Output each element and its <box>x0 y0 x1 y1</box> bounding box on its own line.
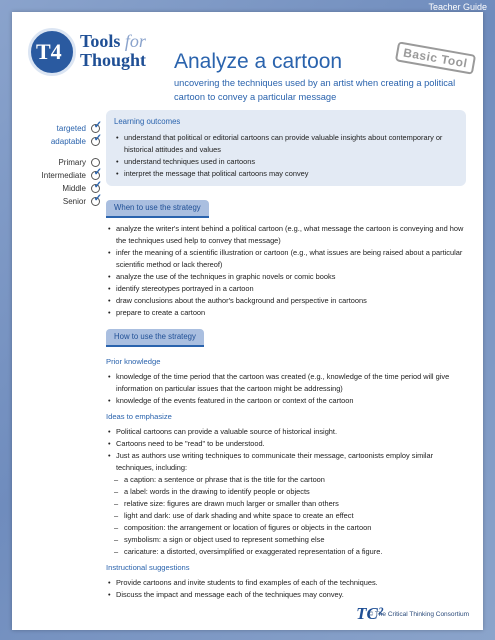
attribute-label: Intermediate <box>41 171 86 180</box>
techniques-list <box>106 474 466 558</box>
checkmark-icon: ✓ <box>93 133 102 144</box>
when-item: • infer the meaning of a scientific illustration or cartoon (e.g., what issues are being raised about a particular scientific method or lack thereof) <box>106 247 466 271</box>
instructional-item: • Discuss the impact and message each of the techniques may convey. <box>106 589 466 601</box>
attribute-row <box>12 169 102 182</box>
instructional-item: • Provide cartoons and invite students to find examples of each of the techniques. <box>106 577 466 589</box>
attribute-row <box>12 122 102 135</box>
when-section <box>106 200 466 319</box>
attribute-label: Senior <box>62 197 86 206</box>
teacher-guide-label: Teacher Guide <box>428 2 487 12</box>
technique-item: – a caption: a sentence or phrase that is the title for the cartoon <box>106 474 466 486</box>
attributes-spacer <box>12 148 102 156</box>
attribute-row <box>12 135 102 148</box>
attribute-label: Primary <box>58 158 86 167</box>
logo-word-for: for <box>124 31 146 51</box>
attribute-label: adaptable <box>50 137 86 146</box>
attribute-row <box>12 195 102 208</box>
prior-knowledge-heading: Prior knowledge <box>106 357 161 366</box>
checkmark-icon: ✓ <box>93 193 102 204</box>
technique-item: – composition: the arrangement or location of figures or objects in the cartoon <box>106 522 466 534</box>
logo-word-thought: Thought <box>80 50 147 70</box>
attribute-row <box>12 182 102 195</box>
document-page <box>12 12 483 630</box>
prior-knowledge-item: • knowledge of the events featured in the cartoon or context of the cartoon <box>106 395 466 407</box>
learning-outcomes-box <box>106 110 466 186</box>
footer-copyright: © The Critical Thinking Consortium <box>368 611 469 618</box>
ideas-heading: Ideas to emphasize <box>106 412 172 421</box>
checkmark-icon: ✓ <box>93 167 102 178</box>
learning-outcome-item: • understand that political or editorial cartoons can provide valuable insights about contemporary or historical attitudes and values <box>114 132 458 156</box>
when-item: • draw conclusions about the author's background and perspective in cartoons <box>106 295 466 307</box>
tools-for-thought-logo <box>28 28 147 80</box>
instructional-heading: Instructional suggestions <box>106 563 190 572</box>
how-section <box>106 329 466 601</box>
checkmark-icon: ✓ <box>93 180 102 191</box>
idea-item: • Just as authors use writing techniques to communicate their message, cartoonists employ similar techniques, including: <box>106 450 466 474</box>
when-tab: When to use the strategy <box>106 200 209 218</box>
idea-item: • Cartoons need to be "read" to be understood. <box>106 438 466 450</box>
attribute-row <box>12 156 102 169</box>
how-tab: How to use the strategy <box>106 329 204 347</box>
ideas-list <box>106 426 466 474</box>
page-subtitle: uncovering the techniques used by an artist when creating a political cartoon to convey a particular message <box>174 78 456 102</box>
when-list <box>106 223 466 319</box>
technique-item: – light and dark: use of dark shading and white space to create an effect <box>106 510 466 522</box>
tool-attributes <box>12 122 102 208</box>
logo-word-tools: Tools <box>80 31 121 51</box>
checkmark-icon: ✓ <box>93 120 102 131</box>
learning-outcome-item: • understand techniques used in cartoons <box>114 156 458 168</box>
technique-item: – caricature: a distorted, oversimplified or exaggerated representation of a figure. <box>106 546 466 558</box>
learning-outcome-item: • interpret the message that political cartoons may convey <box>114 168 458 180</box>
prior-knowledge-item: • knowledge of the time period that the cartoon was created (e.g., knowledge of the time period will give information on particular issues that the cartoon might be addressing) <box>106 371 466 395</box>
when-item: • analyze the writer's intent behind a political cartoon (e.g., what message the cartoon is conveying and how the techniques used help to convey that message) <box>106 223 466 247</box>
learning-outcomes-list <box>114 132 458 180</box>
tc2-logo: TC² <box>356 604 383 623</box>
page-title: Analyze a cartoon <box>174 50 343 73</box>
technique-item: – a label: words in the drawing to identify people or objects <box>106 486 466 498</box>
logo-wordmark <box>80 32 146 70</box>
idea-item: • Political cartoons can provide a valuable source of historical insight. <box>106 426 466 438</box>
attribute-label: targeted <box>56 124 86 133</box>
technique-item: – relative size: figures are drawn much larger or smaller than others <box>106 498 466 510</box>
when-item: • prepare to create a cartoon <box>106 307 466 319</box>
attribute-label: Middle <box>62 184 86 193</box>
when-item: • identify stereotypes portrayed in a cartoon <box>106 283 466 295</box>
basic-tool-stamp: Basic Tool <box>395 41 476 74</box>
instructional-list <box>106 577 466 601</box>
when-item: • analyze the use of the techniques in graphic novels or comic books <box>106 271 466 283</box>
logo-badge-text: T4 <box>36 39 62 64</box>
learning-outcomes-title: Learning outcomes <box>114 117 181 126</box>
main-content <box>106 110 466 611</box>
technique-item: – symbolism: a sign or object used to represent something else <box>106 534 466 546</box>
prior-knowledge-list <box>106 371 466 407</box>
